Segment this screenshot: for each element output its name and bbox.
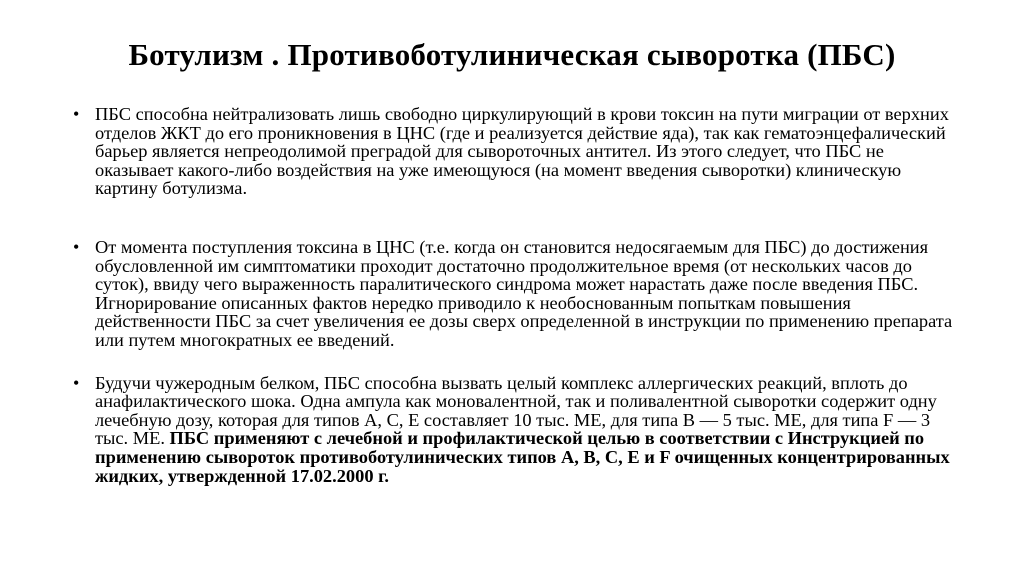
- bullet-list: [73, 105, 953, 485]
- bullet-icon: •: [73, 104, 80, 124]
- bullet-icon: •: [73, 372, 80, 393]
- bullet-item: [73, 105, 953, 198]
- slide-title: Ботулизм . Противоботулиническая сыворотка (ПБС): [128, 37, 896, 72]
- bullet-item: [73, 238, 953, 350]
- bullet-item: [73, 374, 953, 486]
- bullet-text: ПБС способна нейтрализовать лишь свободно циркулирующий в крови токсин на пути миграции от верхних отделов ЖКТ до его проникновения в ЦНС (где и реализуется действие яда), так как гематоэнцефалический барьер является непреодолимой преградой для сывороточных антител. Из этого следует, что ПБС не оказывает какого-либо воздействия на уже имеющуюся (на момент введения сыворотки) клиническую картину ботулизма.: [95, 104, 949, 199]
- bullet-bold-text: ПБС применяют с лечебной и профилактической целью в соответствии с Инструкцией по применению сывороток противоботулинических типов А, В, С, Е и F очищенных концентрированных жидких, утвержденной 17.02.2000 г.: [95, 428, 950, 486]
- bullet-text: Будучи чужеродным белком, ПБС способна вызвать целый комплекс аллергических реакций, вплоть до анафилактического шока. Одна ампула как моновалентной, так и поливалентной сыворотки содержит одну лечебную дозу, которая для типов А, С, Е составляет 10 тыс. МЕ, для типа В — 5 тыс. МЕ, для типа F — 3 тыс. МЕ.: [95, 372, 937, 449]
- bullet-text: От момента поступления токсина в ЦНС (т.е. когда он становится недосягаемым для ПБС) до достижения обусловленной им симптоматики проходит достаточно продолжительное время (от нескольких часов до суток), ввиду чего выраженность паралитического синдрома может нарастать даже после введения ПБС. Игнорирование описанных фактов нередко приводило к необоснованным попыткам повышения действенности ПБС за счет увеличения ее дозы сверх определенной в инструкции по применению препарата или путем многократных ее введений.: [95, 236, 953, 350]
- bullet-icon: •: [73, 236, 80, 257]
